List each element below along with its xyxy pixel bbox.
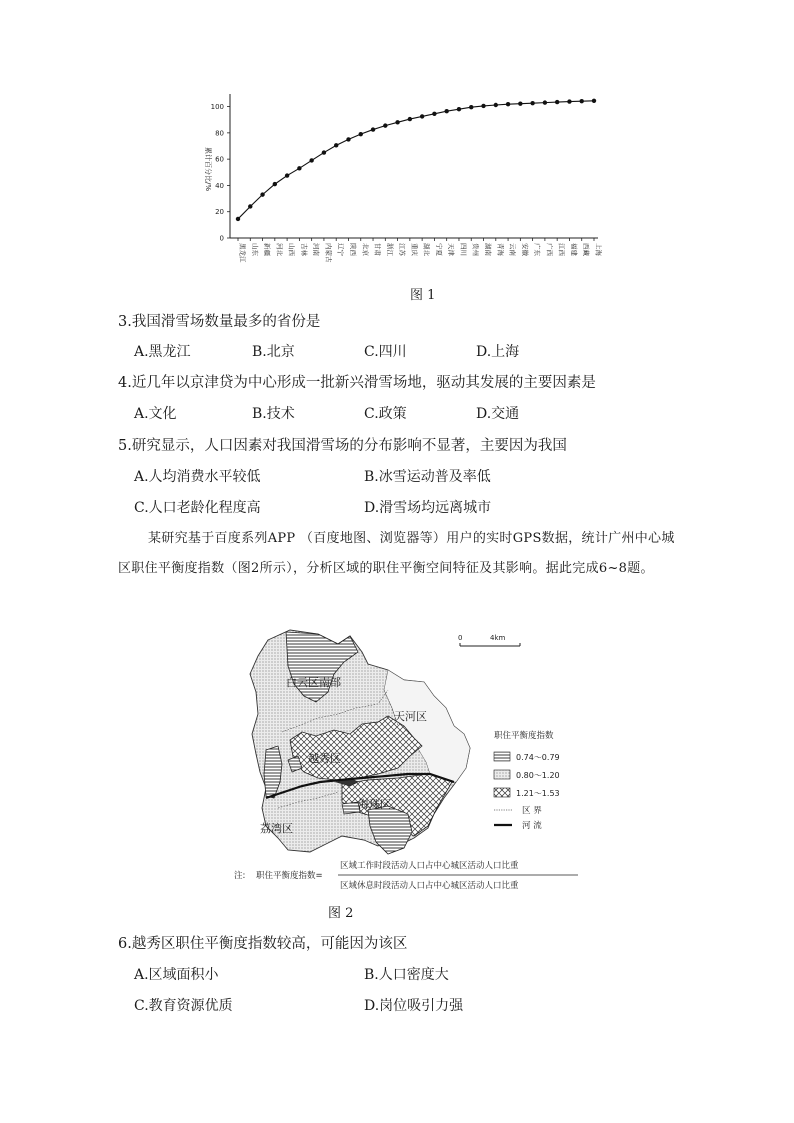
data-point <box>260 192 264 196</box>
y-tick-label: 60 <box>215 155 224 164</box>
x-tick-label: 广西 <box>545 243 554 256</box>
x-tick-label: 陕西 <box>348 243 357 256</box>
y-tick-label: 80 <box>215 129 224 138</box>
y-axis-title: 累计百分比/% <box>204 146 212 192</box>
question-3-option-b[interactable]: B.北京 <box>252 344 295 360</box>
index-formula-note <box>234 860 578 891</box>
data-point <box>567 99 571 103</box>
scale-bar <box>458 634 520 646</box>
legend <box>494 730 560 831</box>
svg-text:职住平衡度指数=: 职住平衡度指数= <box>256 871 323 881</box>
y-tick-label: 0 <box>219 234 224 243</box>
data-point <box>322 150 326 154</box>
x-tick-label: 西藏 <box>582 243 591 256</box>
x-tick-label: 黑龙江 <box>238 243 247 263</box>
label-haizhu: 海珠区 <box>358 798 391 811</box>
figure-1-caption: 图 1 <box>410 288 436 303</box>
question-5-option-d[interactable]: D.滑雪场均远离城市 <box>364 500 492 516</box>
legend-item-high: 1.21～1.53 <box>516 789 560 798</box>
x-tick-label: 吉林 <box>299 243 308 256</box>
figure-2-caption: 图 2 <box>328 906 354 921</box>
data-point <box>543 100 547 104</box>
question-6-option-b[interactable]: B.人口密度大 <box>364 967 449 983</box>
data-point <box>408 117 412 121</box>
y-tick-label: 20 <box>215 208 224 217</box>
question-6-option-c[interactable]: C.教育资源优质 <box>134 998 233 1014</box>
question-4-option-a[interactable]: A.文化 <box>134 406 177 422</box>
legend-item-low: 0.74～0.79 <box>516 753 560 762</box>
cumulative-percentage-chart <box>180 88 610 308</box>
data-point <box>580 99 584 103</box>
data-point <box>481 104 485 108</box>
x-tick-label: 福建 <box>569 243 578 256</box>
x-tick-label: 山西 <box>287 243 296 256</box>
x-tick-label: 安徽 <box>520 243 529 256</box>
data-point <box>236 217 240 221</box>
data-point <box>248 204 252 208</box>
label-tianhe: 天河区 <box>394 710 427 723</box>
question-3-option-a[interactable]: A.黑龙江 <box>134 344 191 360</box>
x-tick-label: 广东 <box>533 243 542 256</box>
svg-text:4km: 4km <box>490 634 506 642</box>
question-4-option-d[interactable]: D.交通 <box>476 406 520 422</box>
x-tick-label: 青海 <box>496 243 505 256</box>
x-tick-label: 湖南 <box>484 243 493 256</box>
data-point <box>444 109 448 113</box>
data-point <box>297 166 301 170</box>
x-tick-label: 山东 <box>250 243 259 256</box>
x-tick-label: 上海 <box>594 243 603 256</box>
legend-river: 河 流 <box>522 821 542 831</box>
x-tick-label: 河南 <box>312 243 321 256</box>
label-yuexiu: 越秀区 <box>308 752 341 765</box>
x-tick-label: 云南 <box>508 243 517 256</box>
label-liwan: 荔湾区 <box>260 822 293 835</box>
svg-text:区域休息时段活动人口占中心城区活动人口比重: 区域休息时段活动人口占中心城区活动人口比重 <box>340 881 519 891</box>
data-point <box>334 143 338 147</box>
data-point <box>592 99 596 103</box>
data-point <box>506 102 510 106</box>
x-tick-label: 湖北 <box>422 243 431 256</box>
x-tick-label: 贵州 <box>471 243 480 256</box>
question-4-option-c[interactable]: C.政策 <box>364 406 407 422</box>
legend-title: 职住平衡度指数 <box>494 731 554 741</box>
svg-text:0: 0 <box>458 634 463 642</box>
question-5-option-c[interactable]: C.人口老龄化程度高 <box>134 500 261 516</box>
guangzhou-jobs-housing-map <box>234 622 588 897</box>
data-point <box>309 158 313 162</box>
question-4-option-b[interactable]: B.技术 <box>252 406 295 422</box>
legend-boundary: 区 界 <box>522 806 542 816</box>
question-6-stem: 6.越秀区职住平衡度指数较高，可能因为该区 <box>118 936 408 952</box>
x-tick-label: 天津 <box>447 243 456 256</box>
data-point <box>371 127 375 131</box>
cumulative-line <box>238 101 594 219</box>
question-6-option-a[interactable]: A.区域面积小 <box>134 967 219 983</box>
data-point <box>359 132 363 136</box>
data-point <box>432 112 436 116</box>
label-baiyun: 白云区南部 <box>286 676 341 689</box>
question-4-stem: 4.近几年以京津贷为中心形成一批新兴滑雪场地，驱动其发展的主要因素是 <box>118 375 596 391</box>
passage: 某研究基于百度系列APP （百度地图、浏览器等）用户的实时GPS数据，统计广州中心城区职住平衡度指数（图2所示），分析区域的职住平衡空间特征及其影响。据此完成6~8题。 <box>118 531 675 576</box>
y-tick-label: 40 <box>215 181 224 190</box>
question-3-option-c[interactable]: C.四川 <box>364 344 407 360</box>
data-point <box>518 101 522 105</box>
data-point <box>285 173 289 177</box>
x-tick-label: 江西 <box>557 243 566 256</box>
question-5-option-b[interactable]: B.冰雪运动普及率低 <box>364 469 491 485</box>
legend-item-mid: 0.80～1.20 <box>516 771 560 780</box>
x-tick-label: 宁夏 <box>434 243 443 256</box>
y-tick-label: 100 <box>210 103 224 112</box>
data-point <box>395 120 399 124</box>
question-3-option-d[interactable]: D.上海 <box>476 344 520 360</box>
question-5-stem: 5.研究显示，人口因素对我国滑雪场的分布影响不显著，主要因为我国 <box>118 438 567 454</box>
svg-text:注:: 注: <box>234 871 246 881</box>
question-5-option-a[interactable]: A.人均消费水平较低 <box>134 469 261 485</box>
question-6-option-d[interactable]: D.岗位吸引力强 <box>364 998 464 1014</box>
x-tick-label: 河北 <box>275 243 284 256</box>
svg-text:区域工作时段活动人口占中心城区活动人口比重: 区域工作时段活动人口占中心城区活动人口比重 <box>340 861 519 871</box>
x-tick-label: 甘肃 <box>373 243 382 256</box>
data-point <box>469 105 473 109</box>
x-tick-label: 四川 <box>459 243 468 256</box>
x-tick-label: 北京 <box>361 243 370 256</box>
x-tick-label: 江苏 <box>398 243 407 256</box>
data-point <box>383 123 387 127</box>
data-point <box>530 101 534 105</box>
data-point <box>494 103 498 107</box>
data-point <box>420 114 424 118</box>
data-point <box>555 100 559 104</box>
question-3-stem: 3.我国滑雪场数量最多的省份是 <box>118 314 321 330</box>
figure-1 <box>180 88 610 308</box>
figure-2 <box>234 622 588 897</box>
x-tick-label: 浙江 <box>385 243 394 256</box>
x-tick-label: 内蒙古 <box>324 243 333 263</box>
data-point <box>273 182 277 186</box>
x-tick-label: 新疆 <box>263 243 272 256</box>
x-tick-label: 重庆 <box>410 243 419 256</box>
x-tick-label: 辽宁 <box>336 243 345 256</box>
data-point <box>346 137 350 141</box>
data-point <box>457 107 461 111</box>
